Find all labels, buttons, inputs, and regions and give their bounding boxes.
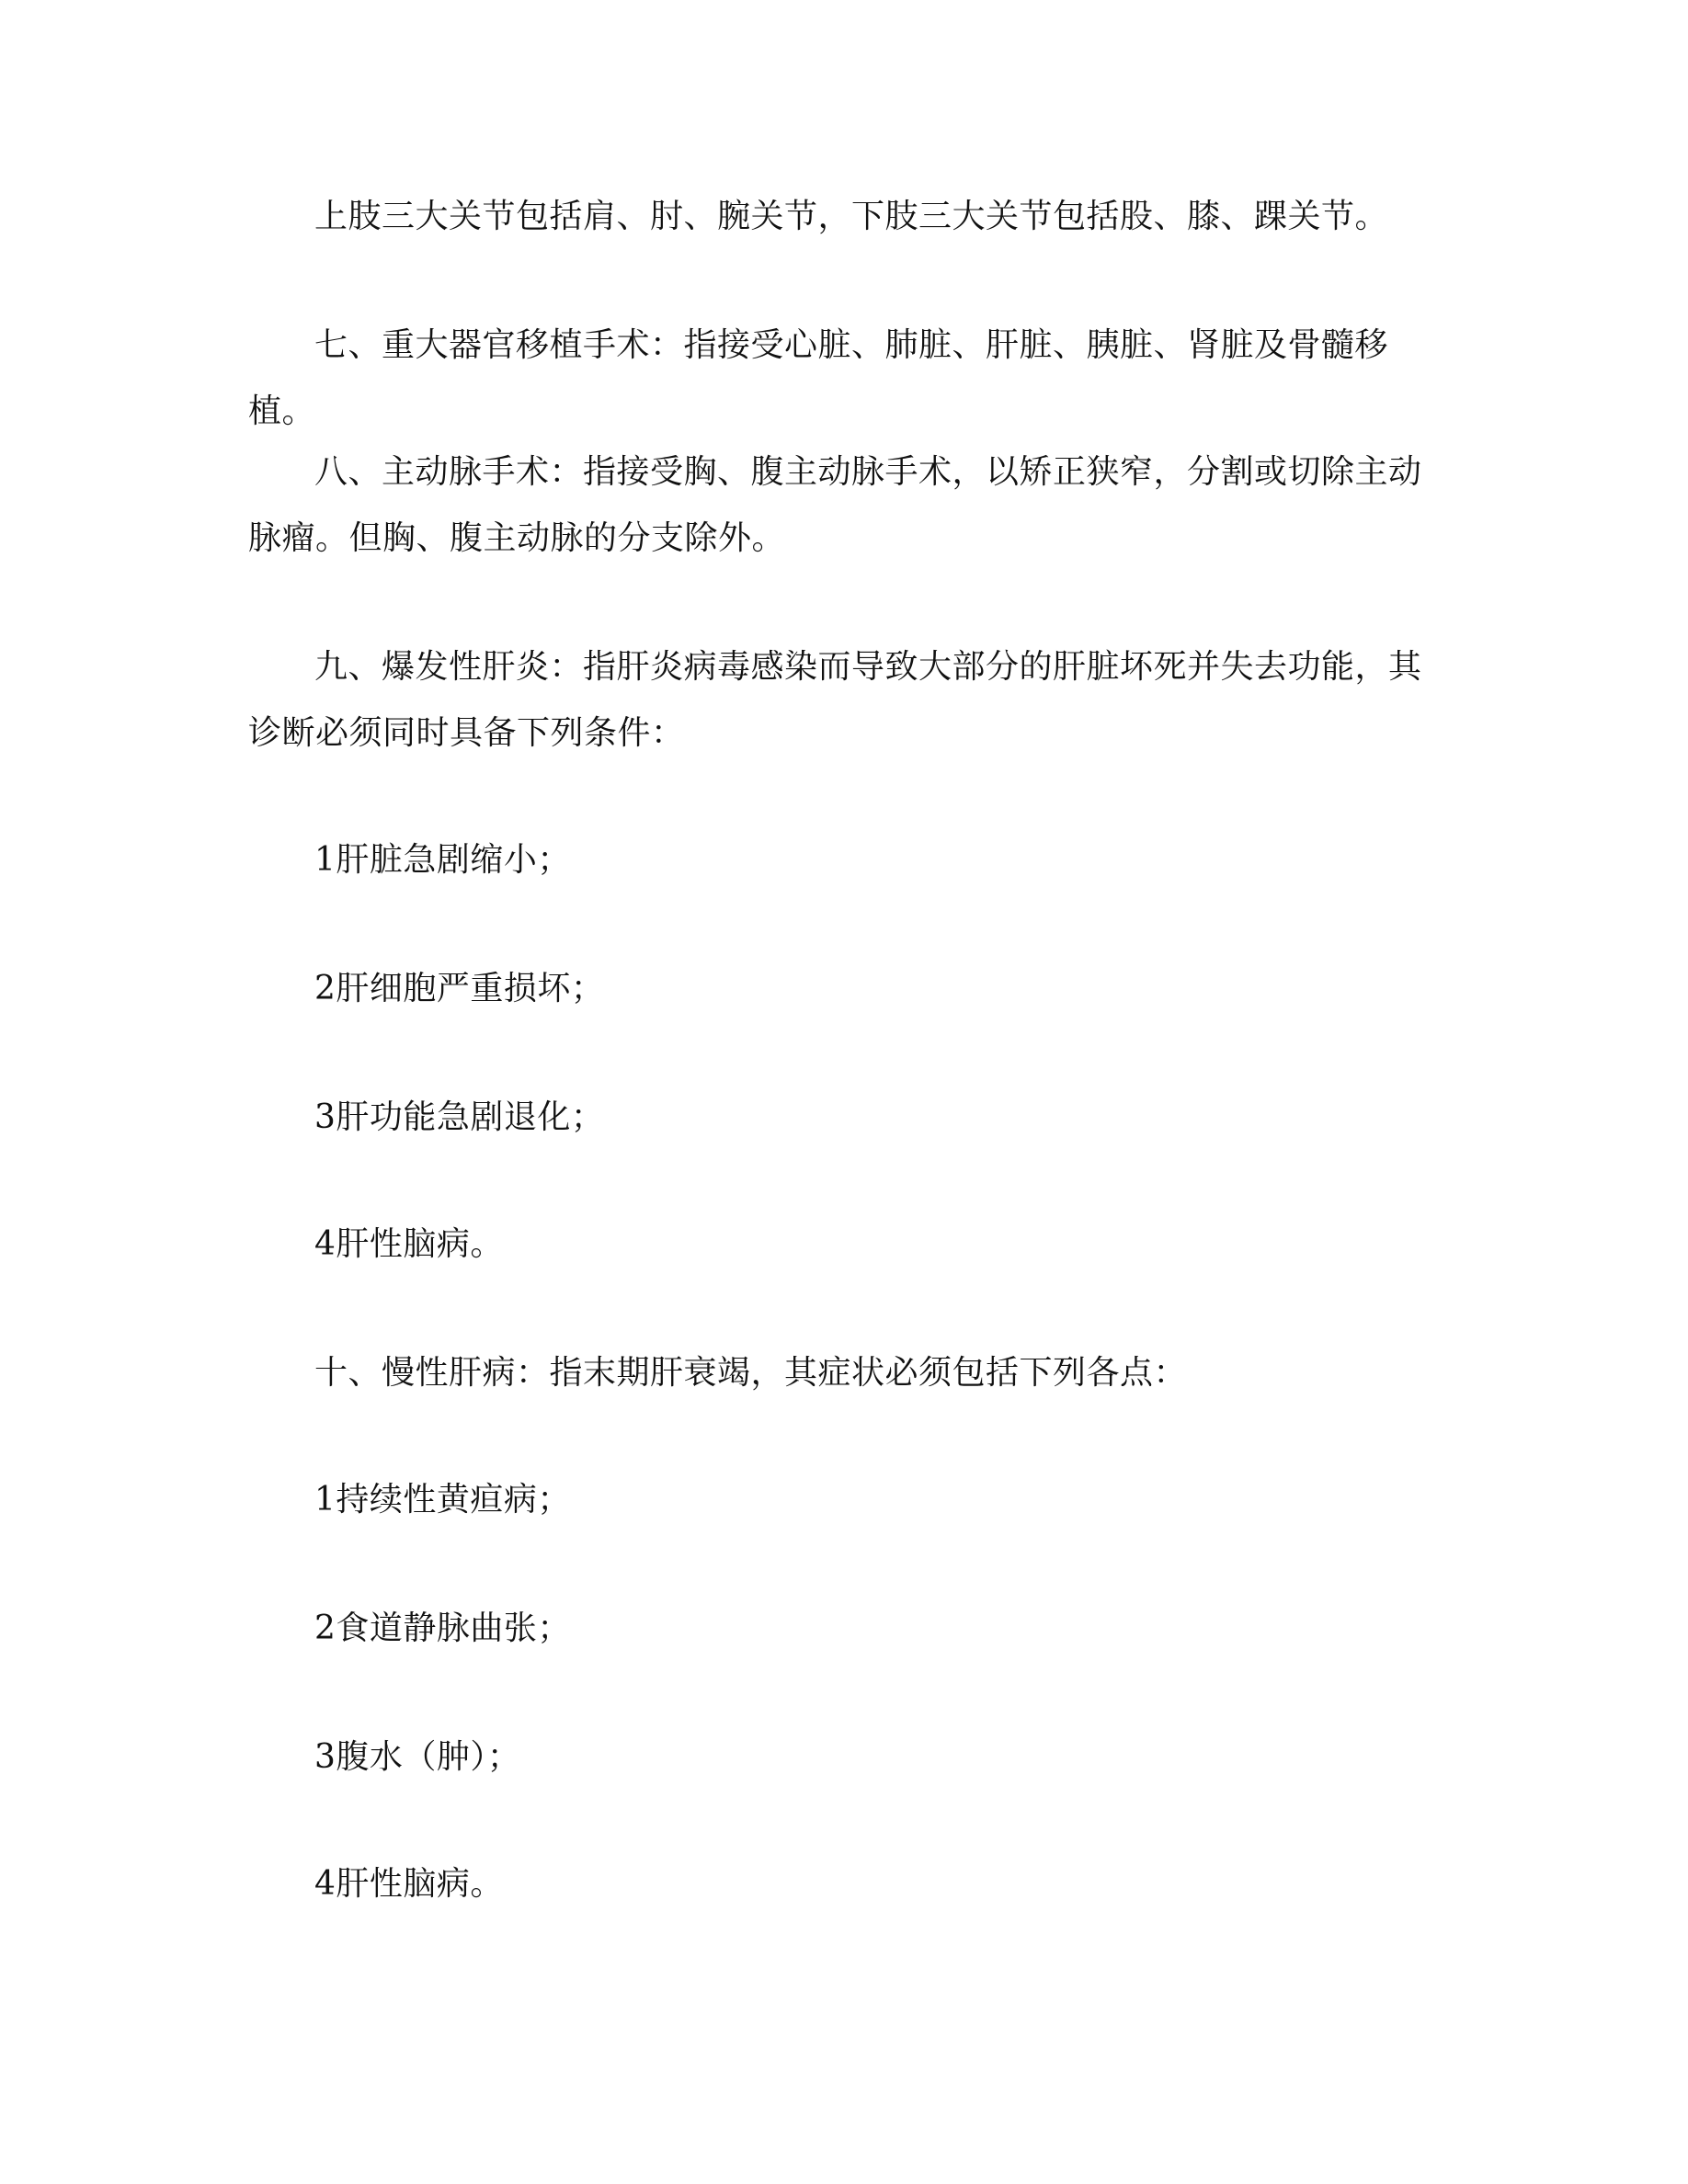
list-item-text: 3肝功能急剧退化； [314, 1098, 605, 1136]
list-item [248, 1467, 1434, 1533]
list-item [248, 1596, 1434, 1662]
paragraph-text: 七、重大器官移植手术：指接受心脏、肺脏、肝脏、胰脏、肾脏及骨髓移植。 [248, 326, 1389, 430]
paragraph-text: 九、爆发性肝炎：指肝炎病毒感染而导致大部分的肝脏坏死并失去功能，其诊断必须同时具备下列条件： [248, 648, 1422, 752]
list-item-text: 2肝细胞严重损坏； [314, 970, 605, 1007]
list-item-text: 4肝性脑病。 [314, 1865, 504, 1903]
list-item-text: 4肝性脑病。 [314, 1225, 504, 1263]
paragraph-organ-transplant [248, 313, 1434, 445]
list-item-text: 3腹水（肿）； [314, 1738, 521, 1776]
list-item-text: 1持续性黄疸病； [314, 1481, 571, 1519]
list-item [248, 956, 1434, 1022]
paragraph-text: 八、主动脉手术：指接受胸、腹主动脉手术，以矫正狭窄，分割或切除主动脉瘤。但胸、腹主动脉的分支除外。 [248, 453, 1422, 557]
list-item [248, 1085, 1434, 1151]
list-item [248, 1851, 1434, 1917]
list-item-text: 2食道静脉曲张； [314, 1610, 571, 1647]
paragraph-text: 十、慢性肝病：指末期肝衰竭，其症状必须包括下列各点： [314, 1354, 1188, 1392]
paragraph-fulminant-hepatitis [248, 634, 1434, 767]
list-item [248, 827, 1434, 893]
paragraph-text: 上肢三大关节包括肩、肘、腕关节，下肢三大关节包括股、膝、踝关节。 [314, 198, 1389, 235]
list-item-text: 1肝脏急剧缩小； [314, 841, 571, 879]
paragraph-chronic-liver-disease [248, 1340, 1434, 1406]
paragraph-aorta-surgery [248, 439, 1434, 572]
list-item [248, 1211, 1434, 1278]
paragraph-joints [248, 184, 1434, 250]
list-item [248, 1724, 1434, 1791]
